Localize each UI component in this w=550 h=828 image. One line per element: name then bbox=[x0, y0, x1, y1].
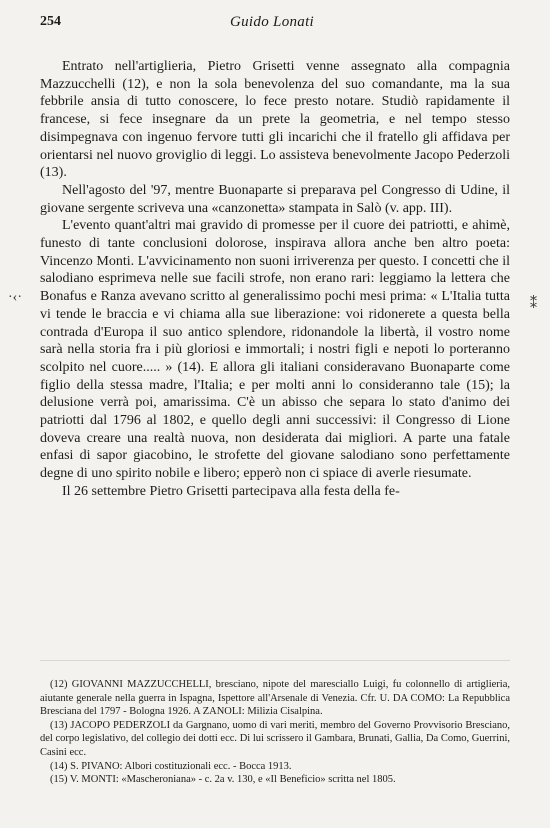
footnote: (12) GIOVANNI MAZZUCCHELLI, bresciano, nipote del maresciallo Luigi, fu colonnello di artiglieria, aiutante generale nella guerra in Ispagna, Ispettore all'Arsenale di Venezia. Cfr. U. DA COMO: La Repubblica Bresciana del 1797 - Bologna 1926. A ZANOLI: Milizia Cisalpina. bbox=[40, 679, 510, 718]
paragraph: Il 26 settembre Pietro Grisetti partecipava alla festa della fe- bbox=[62, 483, 400, 499]
page-number: 254 bbox=[40, 14, 61, 29]
paragraph: L'evento quant'altri mai gravido di promesse per il cuore dei patriotti, e ahimè, funesto di tante conclusioni dolorose, inspirava allora anche ben altro poeta: Vincenzo Monti. L'avvicinamento non suoni irriverenza per questo. I concetti che il salodiano esprimeva nelle sue facili strofe, non erano rari: leggiamo la lettera che Bonafus e Ranza avevano scritto al generalissimo pochi mesi prima: « L'Italia tutta vi tende le braccia e vi chiama alla sue liberazione: voi ridonerete a questa bella contrada d'Europa il suo antico splendore, ridonandole la libertà, il vostro nome sarà nella storia fra i più gloriosi e immortali; i nostri figli e nepoti lo porteranno scolpito nel cuore..... » (14). E allora gli italiani consideravano Buonaparte come figlio della stessa madre, l'Italia; e per molti anni lo consideranno tale (15); la delusione verrà poi, amarissima. C'è un abisso che separa lo stato d'animo dei patriotti dal 1796 al 1802, e quello degli anni successivi: il Congresso di Lione doveva creare una realtà nuova, non desiderata dai migliori. A parte una fatale enfasi di sapor giacobino, le strofette del giovane salodiano sono perfettamente degne di uno spirito nobile e libero; epperò non ci spiace di averle riesumate. bbox=[40, 218, 510, 482]
footnote-divider bbox=[40, 660, 510, 661]
running-head: Guido Lonati bbox=[230, 14, 315, 30]
footnote: (14) S. PIVANO: Albori costituzionali ecc. - Bocca 1913. bbox=[50, 760, 292, 772]
paragraph: Nell'agosto del '97, mentre Buonaparte si preparava pel Congresso di Udine, il giovane sergente scriveva una «canzonetta» stampata in Salò (v. app. III). bbox=[40, 182, 510, 216]
body-text bbox=[40, 58, 510, 501]
footnotes bbox=[40, 678, 510, 787]
paragraph: Entrato nell'artiglieria, Pietro Grisetti venne assegnato alla compagnia Mazzucchelli (12), e non la sola benevolenza del suo comandante, ma la sua febbrile ansia di tutto conoscere, lo fece presto notare. Studiò rapidamente il francese, si fece insegnare da un prete la geometria, e nel tempo stesso disimpegnava con ingenuo fervore tutti gli incarichi che il fratello gli affidava per orientarsi nel nuovo groviglio di leggi. Lo assisteva benevolmente Jacopo Pederzoli (13). bbox=[40, 59, 510, 181]
footnote: (13) JACOPO PEDERZOLI da Gargnano, uomo di vari meriti, membro del Governo Provvisorio Bresciano, del corpo legislativo, del collegio dei dotti ecc. Di lui scrissero il Gambara, Brunati, Gallia, Da Como, Guerrini, Casini ecc. bbox=[40, 719, 510, 758]
margin-mark-left: ·‹· bbox=[8, 290, 22, 305]
margin-mark-right: ⁑ bbox=[530, 297, 537, 312]
page-header bbox=[40, 14, 510, 38]
footnote: (15) V. MONTI: «Mascheroniana» - c. 2a v. 130, e «Il Beneficio» scritta nel 1805. bbox=[50, 774, 396, 786]
